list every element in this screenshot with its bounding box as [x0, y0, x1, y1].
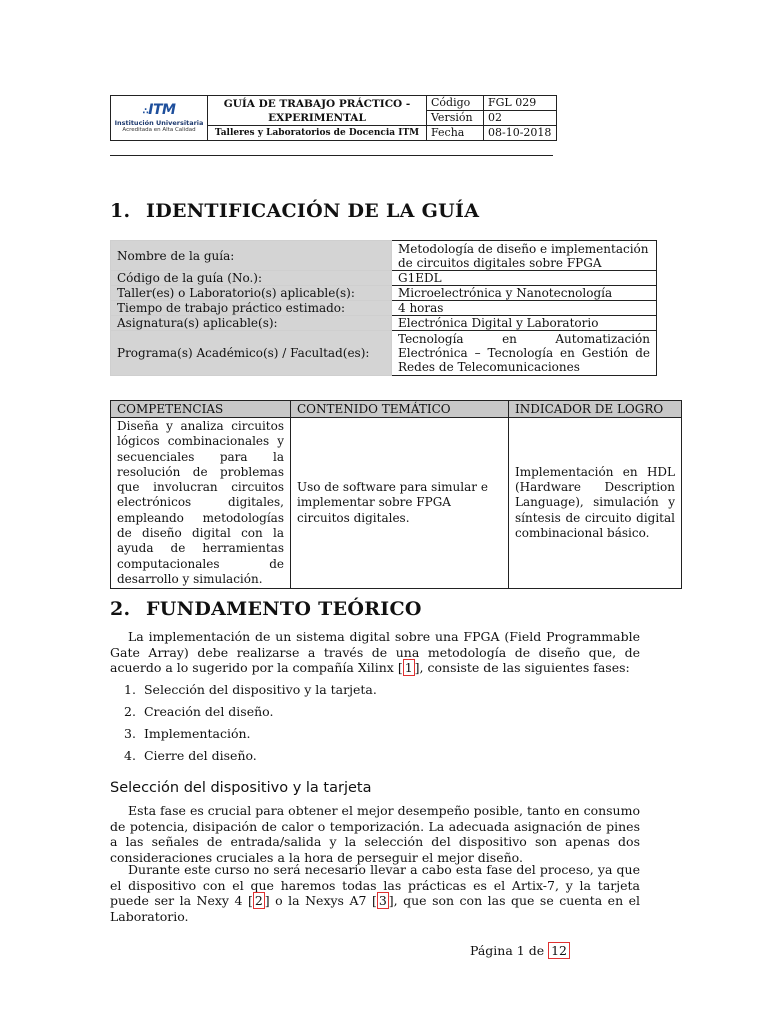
comp-cell: Diseña y analiza circuitos lógicos combinacionales y secuenciales para la resolución de problemas que involucran circuitos electrónicos digitales, empleando metodologías de diseño digital con la ayuda de herramientas computacionales de desarrollo y simulación. [111, 418, 291, 589]
paragraph: Durante este curso no será necesario llevar a cabo esta fase del proceso, ya que el dispositivo con el que haremos todas las prácticas es el Artix-7, y la tarjeta puede ser la Nexy 4 [ 2 ] o la Nexys A7 [ 3 ], que son con las que se cuenta en el Laboratorio. [110, 862, 641, 924]
competencias-table [110, 400, 682, 589]
ident-key: Código de la guía (No.): [111, 271, 392, 286]
meta-value: FGL 029 [484, 96, 557, 111]
meta-value: 02 [484, 111, 557, 126]
ident-key: Nombre de la guía: [111, 241, 392, 271]
col-header: INDICADOR DE LOGRO [509, 401, 682, 418]
meta-label: Fecha [427, 126, 484, 141]
meta-value: 08-10-2018 [484, 126, 557, 141]
ident-value: 4 horas [392, 301, 657, 316]
intro-paragraph: La implementación de un sistema digital sobre una FPGA (Field Programmable Gate Array) debe realizarse a través de una metodología de diseño que, de acuerdo a lo sugerido por la compañía Xilinx [ 1 ], consiste de las siguientes fases: [110, 629, 640, 675]
content-cell: Uso de software para simular e implementar sobre FPGA circuitos digitales. [291, 418, 509, 589]
ident-value: G1EDL [392, 271, 657, 286]
ident-value: Tecnología en Automatización Electrónica – Tecnología en Gestión de Redes de Telecomunicaciones [392, 331, 657, 376]
ident-key: Taller(es) o Laboratorio(s) aplicable(s): [111, 286, 392, 301]
ident-key: Tiempo de trabajo práctico estimado: [111, 301, 392, 316]
ident-key: Asignatura(s) aplicable(s): [111, 316, 392, 331]
list-item: 3. Implementación. [124, 726, 251, 741]
logo-cell [111, 96, 208, 141]
list-item: 2. Creación del diseño. [124, 704, 274, 719]
ident-key: Programa(s) Académico(s) / Facultad(es): [111, 331, 392, 376]
guide-title: GUÍA DE TRABAJO PRÁCTICO - EXPERIMENTAL [208, 96, 427, 126]
section-2-heading: 2. FUNDAMENTO TEÓRICO [110, 598, 422, 620]
ident-value: Microelectrónica y Nanotecnología [392, 286, 657, 301]
phases-list [124, 682, 377, 770]
total-pages-link[interactable]: 12 [548, 942, 570, 959]
citation-link[interactable]: 3 [378, 893, 387, 908]
subsection-heading: Selección del dispositivo y la tarjeta [110, 780, 372, 796]
itm-logo: ∴ITM Institución Universitaria Acreditada en Alta Calidad [114, 101, 204, 133]
ident-value: Metodología de diseño e implementación de circuitos digitales sobre FPGA [392, 241, 657, 271]
list-item: 1. Selección del dispositivo y la tarjeta. [124, 682, 377, 697]
citation-link[interactable]: 2 [254, 893, 263, 908]
meta-label: Código [427, 96, 484, 111]
header-divider [110, 155, 553, 156]
document-header [110, 95, 557, 141]
guide-subtitle: Talleres y Laboratorios de Docencia ITM [208, 126, 427, 141]
col-header: COMPETENCIAS [111, 401, 291, 418]
list-item: 4. Cierre del diseño. [124, 748, 257, 763]
ident-value: Electrónica Digital y Laboratorio [392, 316, 657, 331]
meta-label: Versión [427, 111, 484, 126]
paragraph: Esta fase es crucial para obtener el mejor desempeño posible, tanto en consumo de potencia, disipación de calor o temporización. La adecuada asignación de pines a las señales de entrada/salida y la selección del dispositivo son apenas dos consideraciones cruciales a la hora de perseguir el mejor diseño. [110, 803, 640, 865]
identification-table [110, 240, 657, 376]
indicator-cell: Implementación en HDL (Hardware Description Language), simulación y síntesis de circuito digital combinacional básico. [509, 418, 682, 589]
col-header: CONTENIDO TEMÁTICO [291, 401, 509, 418]
section-1-heading: 1. IDENTIFICACIÓN DE LA GUÍA [110, 200, 480, 222]
citation-link[interactable]: 1 [404, 660, 413, 675]
page-footer: Página 1 de 12 [470, 943, 570, 958]
